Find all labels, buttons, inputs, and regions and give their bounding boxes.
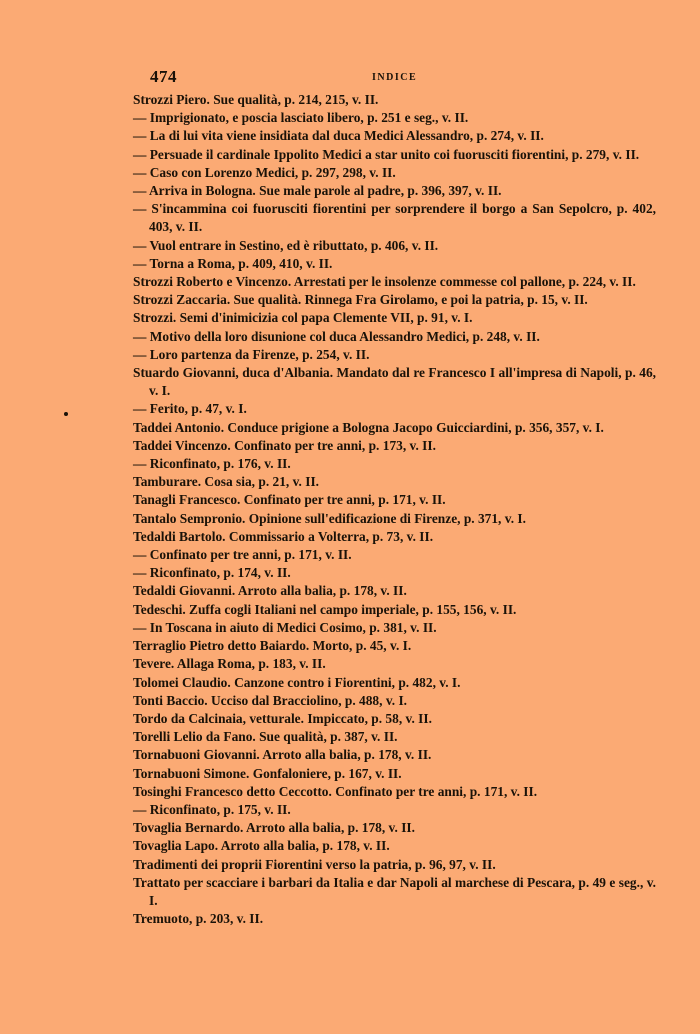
index-entry: — Imprigionato, e poscia lasciato libero, p. 251 e seg., v. II. (133, 110, 469, 126)
index-entry: Tedaldi Giovanni. Arroto alla balia, p. 178, v. II. (133, 583, 407, 599)
index-entry: — Caso con Lorenzo Medici, p. 297, 298, v. II. (133, 164, 396, 180)
running-head: INDICE (372, 72, 418, 83)
index-entry: Tosinghi Francesco detto Ceccotto. Confinato per tre anni, p. 171, v. II. (133, 783, 538, 799)
index-entry: — Motivo della loro disunione col duca Alessandro Medici, p. 248, v. II. (133, 328, 540, 344)
index-entry: — Ferito, p. 47, v. I. (133, 401, 247, 417)
index-entry: Taddei Vincenzo. Confinato per tre anni, p. 173, v. II. (133, 437, 436, 453)
index-entry: — Riconfinato, p. 175, v. II. (133, 801, 291, 817)
index-entry: — Riconfinato, p. 176, v. II. (133, 456, 291, 472)
index-entry: Tolomei Claudio. Canzone contro i Fiorentini, p. 482, v. I. (133, 674, 461, 690)
ink-speck (64, 412, 68, 416)
index-entry: Tordo da Calcinaia, vetturale. Impiccato, p. 58, v. II. (133, 710, 432, 726)
index-entries (133, 91, 656, 928)
index-entry: — S'incammina coi fuorusciti fiorentini per sorprendere il borgo a San Sepolcro, p. 402, 403, v. II. (133, 201, 656, 235)
index-entry: Tornabuoni Giovanni. Arroto alla balia, p. 178, v. II. (133, 747, 432, 763)
index-entry: Tremuoto, p. 203, v. II. (133, 911, 264, 927)
index-entry: Tedeschi. Zuffa cogli Italiani nel campo imperiale, p. 155, 156, v. II. (133, 601, 517, 617)
index-entry: Tovaglia Bernardo. Arroto alla balia, p. 178, v. II. (133, 820, 415, 836)
index-entry: Tornabuoni Simone. Gonfaloniere, p. 167, v. II. (133, 765, 402, 781)
index-entry: Strozzi Piero. Sue qualità, p. 214, 215, v. II. (133, 92, 379, 107)
page-header (150, 67, 650, 87)
index-entry: — Arriva in Bologna. Sue male parole al padre, p. 396, 397, v. II. (133, 183, 502, 199)
index-entry: Strozzi. Semi d'inimicizia col papa Clemente VII, p. 91, v. I. (133, 310, 473, 326)
index-entry: — Loro partenza da Firenze, p. 254, v. II. (133, 346, 370, 362)
index-entry: Torelli Lelio da Fano. Sue qualità, p. 387, v. II. (133, 729, 398, 745)
index-entry: — La di lui vita viene insidiata dal duca Medici Alessandro, p. 274, v. II. (133, 128, 544, 144)
index-entry: — Riconfinato, p. 174, v. II. (133, 565, 291, 581)
index-entry: — Vuol entrare in Sestino, ed è ributtato, p. 406, v. II. (133, 237, 439, 253)
index-entry: Strozzi Roberto e Vincenzo. Arrestati per le insolenze commesse col pallone, p. 224, v. II. (133, 274, 636, 290)
index-entry: Tonti Baccio. Ucciso dal Bracciolino, p. 488, v. I. (133, 692, 408, 708)
index-entry: Tradimenti dei proprii Fiorentini verso la patria, p. 96, 97, v. II. (133, 856, 496, 872)
index-entry: Tamburare. Cosa sia, p. 21, v. II. (133, 474, 320, 490)
index-entry: — Persuade il cardinale Ippolito Medici a star unito coi fuorusciti fiorentini, p. 279, v. II. (133, 146, 640, 162)
index-entry: — Confinato per tre anni, p. 171, v. II. (133, 547, 352, 563)
index-entry: Tantalo Sempronio. Opinione sull'edificazione di Firenze, p. 371, v. I. (133, 510, 526, 526)
page-number: 474 (150, 67, 177, 86)
index-entry: Stuardo Giovanni, duca d'Albania. Mandato dal re Francesco I all'impresa di Napoli, p. 46, v. I. (133, 365, 656, 399)
index-entry: Trattato per scacciare i barbari da Italia e dar Napoli al marchese di Pescara, p. 49 e seg., v. I. (133, 874, 656, 908)
index-entry: Taddei Antonio. Conduce prigione a Bologna Jacopo Guicciardini, p. 356, 357, v. I. (133, 419, 604, 435)
index-entry: Tanagli Francesco. Confinato per tre anni, p. 171, v. II. (133, 492, 446, 508)
index-entry: Tevere. Allaga Roma, p. 183, v. II. (133, 656, 326, 672)
index-entry: — Torna a Roma, p. 409, 410, v. II. (133, 255, 333, 271)
index-entry: Tedaldi Bartolo. Commissario a Volterra, p. 73, v. II. (133, 528, 434, 544)
index-entry: — In Toscana in aiuto di Medici Cosimo, p. 381, v. II. (133, 619, 437, 635)
index-entry: Strozzi Zaccaria. Sue qualità. Rinnega Fra Girolamo, e poi la patria, p. 15, v. II. (133, 292, 588, 308)
index-entry: Tovaglia Lapo. Arroto alla balia, p. 178, v. II. (133, 838, 390, 854)
index-entry: Terraglio Pietro detto Baiardo. Morto, p. 45, v. I. (133, 638, 412, 654)
